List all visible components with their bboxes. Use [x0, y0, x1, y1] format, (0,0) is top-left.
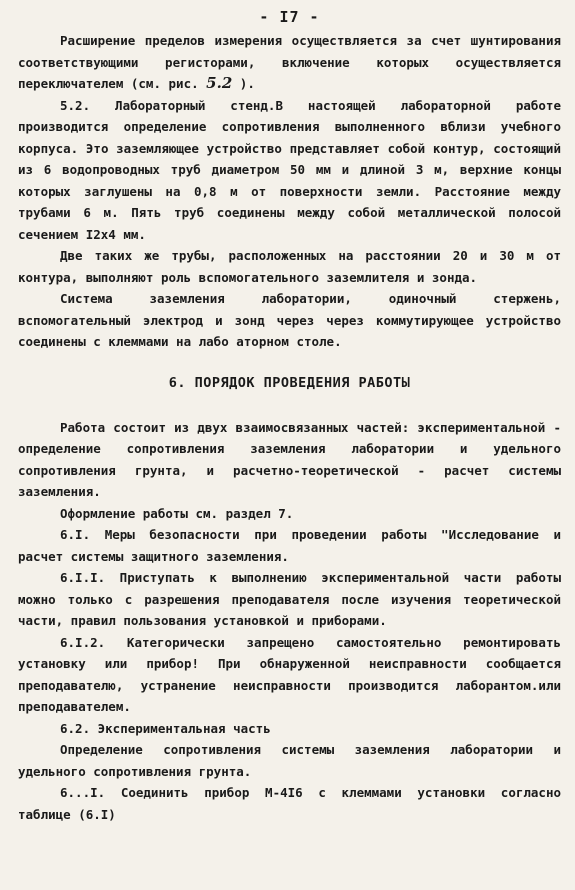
paragraph-work-parts: Работа состоит из двух взаимосвязанных частей: экспериментальной - определение сопротивления заземления лаборатории и удельного сопротивления грунта, и расчетно-теоретической - расчет системы заземления. [18, 419, 561, 499]
paragraph-experimental-heading: 6.2. Экспериментальная часть [60, 720, 271, 736]
paragraph-text: Расширение пределов измерения осуществляется за счет шунтирования соответствующими регисторами, включение которых осуществляется переключателем (см. рис. [18, 33, 561, 91]
paragraph-safety-measures: 6.I. Меры безопасности при проведении работы "Исследование и расчет системы защитного заземления. [18, 527, 561, 564]
page-number: - I7 - [259, 8, 320, 26]
paragraph-step-connect: 6...I. Соединить прибор М-4I6 с клеммами установки согласно таблице (6.I) [18, 785, 561, 822]
section-heading: 6. ПОРЯДОК ПРОВЕДЕНИЯ РАБОТЫ [168, 374, 411, 391]
paragraph-experimental-goal: Определение сопротивления системы заземления лаборатории и удельного сопротивления грунта. [18, 742, 561, 779]
paragraph-lab-stand: 5.2. Лабораторный стенд.В настоящей лабораторной работе производится определение сопротивления выполненного вблизи учебного корпуса. Это заземляющее устройство представляет собой контур, состоящий из 6 водопроводных труб диаметром 50 мм и длиной 3 м, верхние концы которых заглушены на 0,8 м от поверхности земли. Расстояние между трубами 6 м. Пять труб соединены между собой металлической полосой сечением I2x4 мм. [18, 97, 561, 242]
handwritten-figure-ref: 5.2 [206, 74, 233, 92]
paragraph-formatting-ref: Оформление работы см. раздел 7. [60, 505, 294, 521]
paragraph-safety-6-1-2: 6.I.2. Категорически запрещено самостоятельно ремонтировать установку или прибор! При обнаруженной неисправности сообщается преподавателю, устранение неисправности производится лаборантом.или преподавателем. [18, 634, 561, 714]
paragraph-shunt-range [18, 30, 561, 95]
paragraph-safety-6-1-1: 6.I.I. Приступать к выполнению экспериментальной части работы можно только с разрешения преподавателя после изучения теоретической части, правил пользования установкой и приборами. [18, 570, 561, 628]
paragraph-grounding-system: Система заземления лаборатории, одиночный стержень, вспомогательный электрод и зонд через через коммутирующее устройство соединены с клеммами на лабо аторном столе. [18, 291, 561, 349]
paragraph-aux-pipes: Две таких же трубы, расположенных на расстоянии 20 и 30 м от контура, выполняют роль вспомогательного заземлителя и зонда. [18, 248, 561, 285]
paragraph-text: ). [239, 76, 255, 91]
